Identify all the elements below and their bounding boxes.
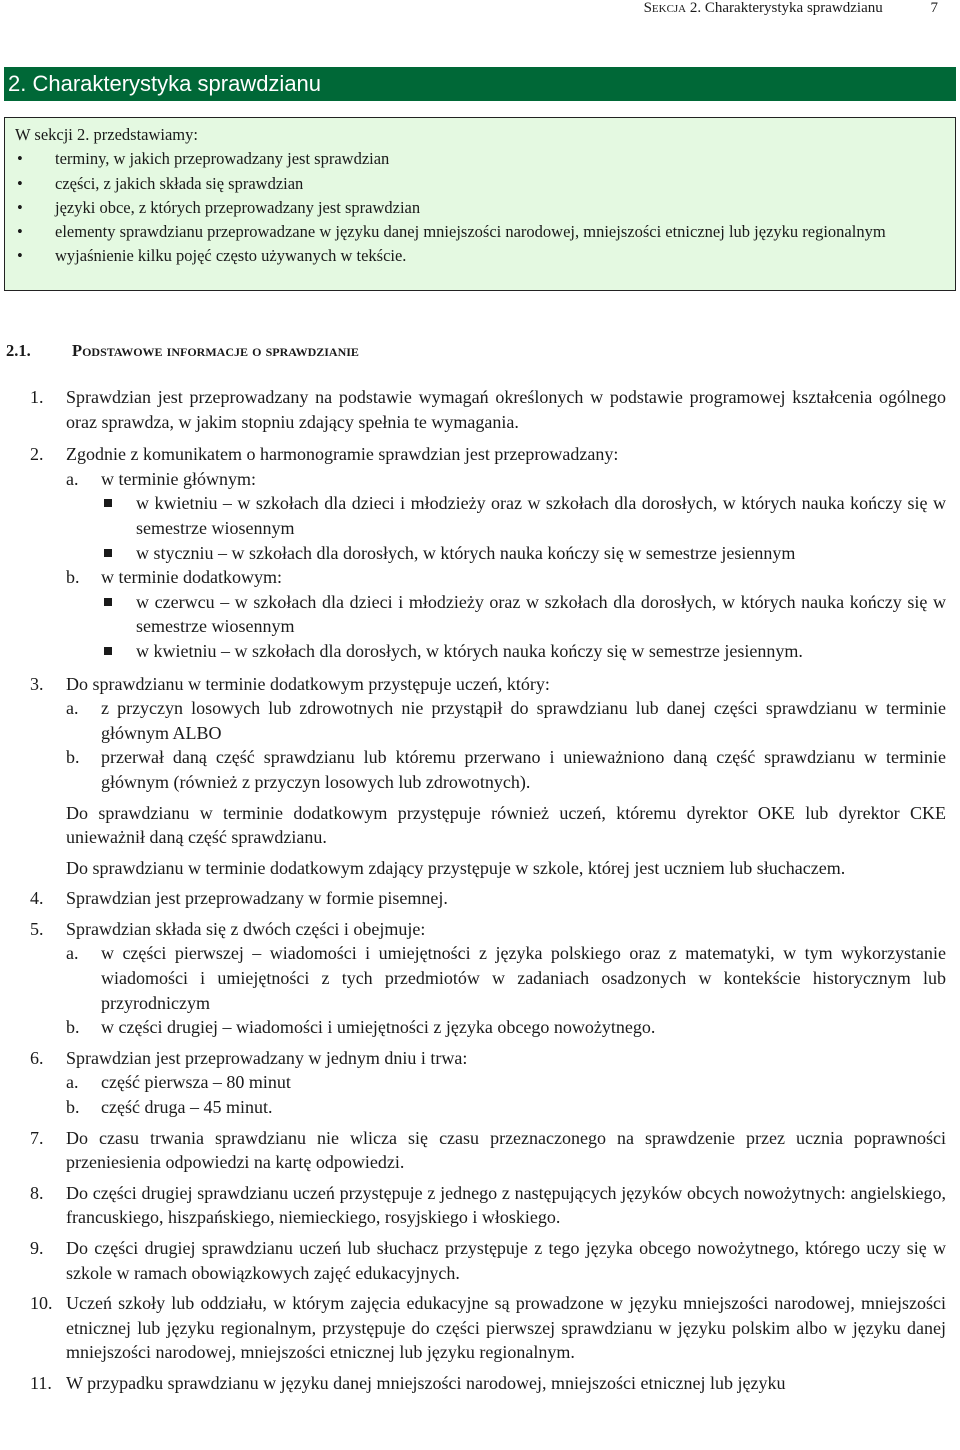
paragraph-number: 5. <box>30 918 44 939</box>
page-number: 7 <box>930 0 938 16</box>
paragraph-3 <box>30 672 946 697</box>
subitem-text: część druga – 45 minut. <box>101 1097 273 1118</box>
subitem-b <box>30 565 946 590</box>
bullet-text: w styczniu – w szkołach dla dorosłych, w których nauka kończy się w semestrze jesiennym <box>136 542 796 563</box>
paragraph-text: Uczeń szkoły lub oddziału, w którym zajęcia edukacyjne są prowadzone w języku mniejszości narodowej, mniejszości etnicznej lub języku regionalnym, przystępuje do części pierwszej sprawdzianu w języku polskim albo w języku danej mniejszości narodowej, mniejszości etnicznej lub języku regionalnym. <box>66 1293 946 1363</box>
intro-lead: W sekcji 2. przedstawiamy: <box>15 125 198 144</box>
square-bullet-icon <box>101 491 136 540</box>
paragraph-text: Sprawdzian składa się z dwóch części i obejmuje: <box>66 918 426 939</box>
header-section-title: Charakterystyka sprawdzianu <box>704 0 883 16</box>
paragraph-number: 10. <box>30 1293 53 1314</box>
subitem-letter: a. <box>66 1072 79 1093</box>
intro-list-item: • języki obce, z których przeprowadzany jest sprawdzian <box>15 196 947 220</box>
paragraph-number: 8. <box>30 1182 44 1203</box>
section-title: Podstawowe informacje o sprawdzianie <box>72 341 359 360</box>
paragraph-text: W przypadku sprawdzianu w języku danej mniejszości narodowej, mniejszości etnicznej lub języku <box>66 1372 786 1393</box>
paragraph-number: 3. <box>30 673 44 694</box>
bullet-text: w czerwcu – w szkołach dla dzieci i młodzieży oraz w szkołach dla dorosłych, w których nauka kończy się w semestrze wiosennym <box>136 591 946 637</box>
paragraph-10 <box>30 1291 946 1365</box>
chapter-title: 2. Charakterystyka sprawdzianu <box>8 71 322 96</box>
intro-list-item: • części, z jakich składa się sprawdzian <box>15 172 947 196</box>
bullet-text: w kwietniu – w szkołach dla dorosłych, w których nauka kończy się w semestrze jesiennym. <box>136 640 803 661</box>
chapter-banner <box>4 67 956 101</box>
intro-list-item: • terminy, w jakich przeprowadzany jest sprawdzian <box>15 147 947 171</box>
paragraph-2 <box>30 442 946 467</box>
paragraph-text: Do czasu trwania sprawdzianu nie wlicza się czasu przeznaczonego na sprawdzenie przez ucznia poprawności przeniesienia odpowiedzi na kartę odpowiedzi. <box>66 1127 946 1173</box>
paragraph-number: 4. <box>30 888 44 909</box>
header-section-prefix: Sekcja 2. <box>643 0 702 16</box>
square-bullet-item <box>30 491 946 540</box>
paragraph-3-note: Do sprawdzianu w terminie dodatkowym przystępuje również uczeń, któremu dyrektor OKE lub dyrektor CKE unieważnił daną część sprawdzianu. <box>66 802 946 848</box>
subitem-text: z przyczyn losowych lub zdrowotnych nie przystąpił do sprawdzianu lub danej części sprawdzianu w terminie głównym ALBO <box>101 698 946 743</box>
paragraph-text: Sprawdzian jest przeprowadzany w formie pisemnej. <box>66 888 448 909</box>
paragraph-number: 11. <box>30 1372 52 1393</box>
intro-list-item: • elementy sprawdzianu przeprowadzane w języku danej mniejszości narodowej, mniejszości etnicznej lub języku regionalnym <box>15 220 947 244</box>
subitem-a <box>30 1070 946 1095</box>
subitem-a <box>30 467 946 492</box>
subitem-text: w terminie głównym: <box>101 468 256 489</box>
intro-list-item: • wyjaśnienie kilku pojęć często używanych w tekście. <box>15 244 947 268</box>
intro-box <box>4 117 956 291</box>
square-bullet-icon <box>101 541 136 566</box>
subitem-text: w części pierwszej – wiadomości i umiejętności z języka polskiego oraz z matematyki, w tym wykorzystanie wiadomości i umiejętności z tych przedmiotów w zadaniach osadzonych w kontekście historycznym lub przyrodniczym <box>101 943 946 1013</box>
subitem-text: część pierwsza – 80 minut <box>101 1072 291 1093</box>
paragraph-number: 9. <box>30 1238 44 1258</box>
paragraph-1 <box>30 385 946 434</box>
paragraph-4 <box>30 886 946 911</box>
paragraph-3-note: Do sprawdzianu w terminie dodatkowym zdający przystępuje w szkole, której jest uczniem lub słuchaczem. <box>66 857 846 878</box>
subitem-text: w części drugiej – wiadomości i umiejętności z języka obcego nowożytnego. <box>101 1017 656 1038</box>
paragraph-text: Do sprawdzianu w terminie dodatkowym przystępuje uczeń, który: <box>66 673 550 694</box>
square-bullet-item <box>30 590 946 639</box>
subitem-letter: b. <box>66 1097 80 1118</box>
bullet-text: w kwietniu – w szkołach dla dzieci i młodzieży oraz w szkołach dla dorosłych, w których nauka kończy się w semestrze wiosennym <box>136 493 946 538</box>
paragraph-9 <box>30 1236 946 1285</box>
paragraph-text: Do części drugiej sprawdzianu uczeń przystępuje z jednego z następujących języków obcych nowożytnych: angielskiego, francuskiego, hiszpańskiego, niemieckiego, rosyjskiego i włoskiego. <box>66 1182 946 1228</box>
paragraph-7 <box>30 1126 946 1175</box>
paragraph-6 <box>30 1046 946 1071</box>
subitem-letter: a. <box>66 943 79 964</box>
subitem-letter: b. <box>66 567 80 588</box>
paragraph-8 <box>30 1181 946 1230</box>
paragraph-5 <box>30 917 946 942</box>
subitem-letter: b. <box>66 747 80 768</box>
numbered-content <box>30 385 946 1396</box>
paragraph-number: 6. <box>30 1047 44 1068</box>
subitem-letter: a. <box>66 698 79 719</box>
paragraph-text: Do części drugiej sprawdzianu uczeń lub słuchacz przystępuje z tego języka obcego nowożytnego, którego uczy się w szkole w ramach obowiązkowych zajęć edukacyjnych. <box>66 1238 946 1283</box>
paragraph-text: Sprawdzian jest przeprowadzany w jednym dniu i trwa: <box>66 1047 468 1068</box>
square-bullet-item <box>30 639 946 664</box>
paragraph-number: 7. <box>30 1127 44 1148</box>
paragraph-11 <box>30 1371 946 1396</box>
subitem-b <box>30 1095 946 1120</box>
subitem-b <box>30 1015 946 1040</box>
subitem-b <box>30 745 946 794</box>
section-number: 2.1. <box>6 341 31 360</box>
paragraph-number: 2. <box>30 444 44 465</box>
subitem-text: w terminie dodatkowym: <box>101 567 282 588</box>
paragraph-text: Sprawdzian jest przeprowadzany na podstawie wymagań określonych w podstawie programowej kształcenia ogólnego oraz sprawdza, w jakim stopniu zdający spełnia te wymagania. <box>66 387 946 432</box>
square-bullet-item <box>30 541 946 566</box>
square-bullet-icon <box>101 590 136 639</box>
paragraph-number: 1. <box>30 387 44 407</box>
subitem-letter: a. <box>66 468 79 489</box>
square-bullet-icon <box>101 639 136 664</box>
subitem-text: przerwał daną część sprawdzianu lub któremu przerwano i unieważniono daną część sprawdzianu w terminie głównym (również z przyczyn losowych lub zdrowotnych). <box>101 747 946 792</box>
subitem-a <box>30 941 946 1015</box>
section-heading <box>6 341 359 361</box>
paragraph-text: Zgodnie z komunikatem o harmonogramie sprawdzian jest przeprowadzany: <box>66 444 619 465</box>
running-header <box>644 0 938 16</box>
intro-list <box>15 147 947 268</box>
subitem-letter: b. <box>66 1017 80 1038</box>
subitem-a <box>30 696 946 745</box>
